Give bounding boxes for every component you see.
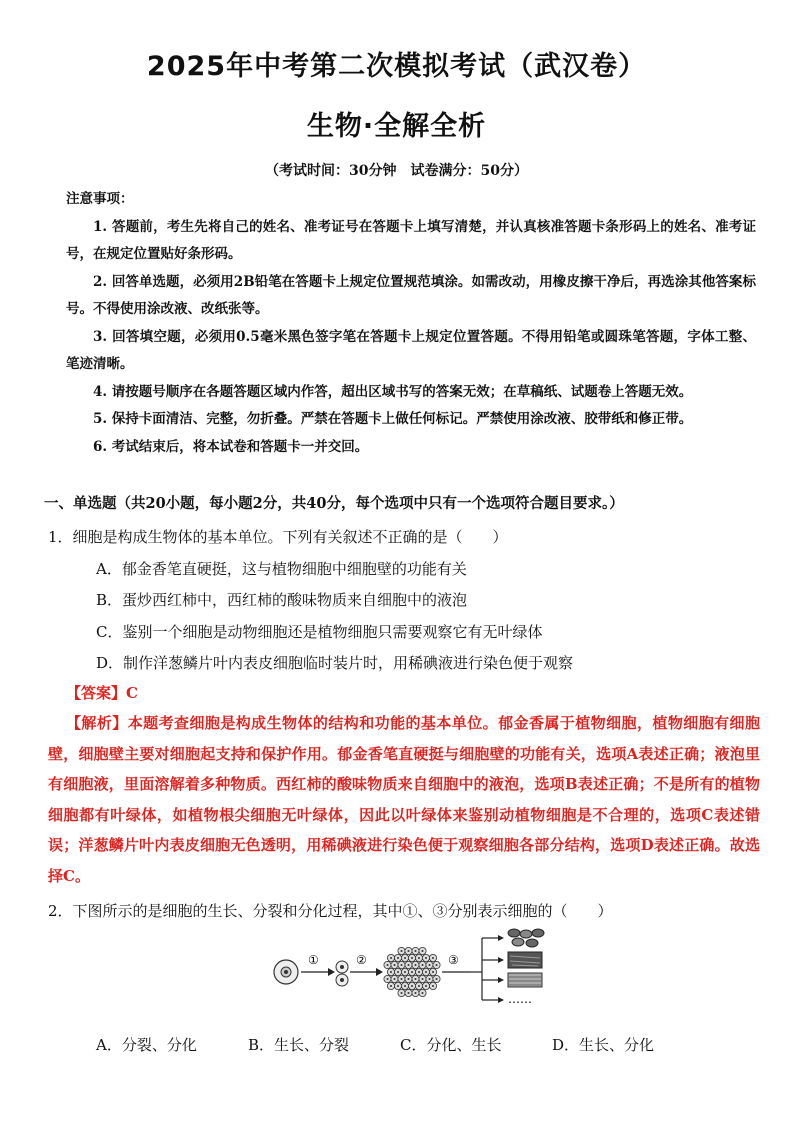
cluster-cell-nucleus bbox=[429, 978, 431, 980]
question-1-analysis bbox=[48, 708, 760, 891]
cluster-cell-nucleus bbox=[404, 985, 406, 987]
cell-division-figure bbox=[270, 928, 552, 1008]
note-item: 5. 保持卡面清洁、完整，勿折叠。严禁在答题卡上做任何标记。严禁使用涂改液、胶带纸和修正带。 bbox=[93, 411, 693, 427]
cluster-cell-nucleus bbox=[436, 978, 438, 980]
question-1-option-c: C．鉴别一个细胞是动物细胞还是植物细胞只需要观察它有无叶绿体 bbox=[96, 623, 543, 641]
cluster-cell-nucleus bbox=[408, 978, 410, 980]
cluster-cell-nucleus bbox=[432, 971, 434, 973]
cluster-cell-nucleus bbox=[425, 957, 427, 959]
question-2-option-b: B．生长、分裂 bbox=[248, 1036, 350, 1054]
question-2-stem: 2．下图所示的是细胞的生长、分裂和分化过程，其中①、③分别表示细胞的（ ） bbox=[48, 902, 613, 920]
cluster-cell-nucleus bbox=[432, 957, 434, 959]
cluster-cell-nucleus bbox=[422, 978, 424, 980]
cluster-cell-nucleus bbox=[425, 971, 427, 973]
cluster-cell-nucleus bbox=[401, 964, 403, 966]
tissue-round-cells-icon bbox=[508, 929, 544, 947]
question-2-options bbox=[96, 1034, 704, 1055]
cluster-cell-nucleus bbox=[390, 971, 392, 973]
cluster-cell-nucleus bbox=[408, 964, 410, 966]
cluster-cell-nucleus bbox=[436, 964, 438, 966]
question-2-option-c: C．分化、生长 bbox=[400, 1036, 502, 1054]
question-2-option-d: D．生长、分化 bbox=[552, 1036, 655, 1054]
cluster-cell-nucleus bbox=[432, 985, 434, 987]
question-1-stem: 1．细胞是构成生物体的基本单位。下列有关叙述不正确的是（ ） bbox=[48, 528, 508, 546]
label-3: ③ bbox=[448, 953, 459, 967]
notes-heading: 注意事项： bbox=[66, 191, 134, 207]
cluster-cell-nucleus bbox=[411, 985, 413, 987]
cluster-cell-nucleus bbox=[422, 992, 424, 994]
cluster-cell-nucleus bbox=[408, 992, 410, 994]
cell-cluster-icon bbox=[384, 947, 440, 996]
cluster-cell-nucleus bbox=[394, 964, 396, 966]
cluster-cell-nucleus bbox=[418, 971, 420, 973]
single-cell-icon bbox=[274, 960, 298, 984]
arrow-2-head bbox=[376, 968, 383, 976]
cluster-cell-nucleus bbox=[418, 985, 420, 987]
figure-ellipsis: …… bbox=[508, 992, 532, 1006]
cluster-cell-nucleus bbox=[415, 978, 417, 980]
cluster-cell-nucleus bbox=[429, 964, 431, 966]
cluster-cell-nucleus bbox=[411, 957, 413, 959]
arrow-1-head bbox=[328, 968, 335, 976]
cluster-cell-nucleus bbox=[422, 950, 424, 952]
cluster-cell-nucleus bbox=[404, 957, 406, 959]
page-title: 2025年中考第二次模拟考试（武汉卷） bbox=[146, 51, 647, 82]
cluster-cell-nucleus bbox=[418, 957, 420, 959]
two-cells-icon bbox=[336, 961, 348, 986]
cluster-cell-nucleus bbox=[415, 950, 417, 952]
cluster-cell-nucleus bbox=[422, 964, 424, 966]
analysis-label: 【解析】 bbox=[66, 714, 128, 732]
cluster-cell-nucleus bbox=[390, 957, 392, 959]
cluster-cell-nucleus bbox=[401, 992, 403, 994]
note-item: 2. 回答单选题，必须用2B铅笔在答题卡上规定位置规范填涂。如需改动，用橡皮擦干净后，再选涂其他答案标号。不得使用涂改液、改纸张等。 bbox=[66, 273, 756, 317]
cluster-cell-nucleus bbox=[408, 950, 410, 952]
section-title: 一、单选题（共20小题，每小题2分，共40分，每个选项中只有一个选项符合题目要求。） bbox=[44, 495, 624, 512]
cluster-cell-nucleus bbox=[394, 978, 396, 980]
note-item: 6. 考试结束后，将本试卷和答题卡一并交回。 bbox=[93, 438, 369, 455]
question-1-option-d: D．制作洋葱鳞片叶内表皮细胞临时装片时，用稀碘液进行染色便于观察 bbox=[96, 654, 574, 672]
question-2-option-a: A．分裂、分化 bbox=[96, 1036, 197, 1054]
cluster-cell-nucleus bbox=[404, 971, 406, 973]
cluster-cell-nucleus bbox=[390, 985, 392, 987]
cluster-cell-nucleus bbox=[425, 985, 427, 987]
question-1-answer: 【答案】C bbox=[66, 684, 138, 702]
label-2: ② bbox=[356, 953, 367, 967]
cluster-cell-nucleus bbox=[415, 964, 417, 966]
page-subtitle: 生物·全解全析 bbox=[306, 111, 487, 142]
note-item: 1. 答题前，考生先将自己的姓名、准考证号在答题卡上填写清楚，并认真核准答题卡条形码上的姓名、准考证号，在规定位置贴好条形码。 bbox=[66, 218, 756, 262]
cluster-cell-nucleus bbox=[401, 950, 403, 952]
question-1-option-a: A．郁金香笔直硬挺，这与植物细胞中细胞壁的功能有关 bbox=[96, 560, 467, 578]
cluster-cell-nucleus bbox=[411, 971, 413, 973]
cluster-cell-nucleus bbox=[397, 985, 399, 987]
question-1-option-b: B．蛋炒西红柿中，西红柿的酸味物质来自细胞中的液泡 bbox=[96, 591, 468, 609]
cluster-cell-nucleus bbox=[387, 978, 389, 980]
cluster-cell-nucleus bbox=[401, 978, 403, 980]
cluster-cell-nucleus bbox=[415, 992, 417, 994]
label-1: ① bbox=[308, 953, 319, 967]
note-item: 4. 请按题号顺序在各题答题区域内作答，超出区域书写的答案无效；在草稿纸、试题卷上答题无效。 bbox=[93, 383, 693, 400]
cluster-cell-nucleus bbox=[397, 957, 399, 959]
cluster-cell-nucleus bbox=[397, 971, 399, 973]
exam-info: （考试时间：30分钟 试卷满分：50分） bbox=[265, 163, 528, 179]
note-item: 3. 回答填空题，必须用0.5毫米黑色签字笔在答题卡上规定位置答题。不得用铅笔或圆珠笔答题，字体工整、笔迹清晰。 bbox=[66, 328, 756, 372]
analysis-text: 本题考查细胞是构成生物体的结构和功能的基本单位。郁金香属于植物细胞，植物细胞有细胞壁，细胞壁主要对细胞起支持和保护作用。郁金香笔直硬挺与细胞壁的功能有关，选项A表述正确；液泡里有细胞液，里面溶解着多种物质。西红柿的酸味物质来自细胞中的液泡，选项B表述正确；不是所有的植物细胞都有叶绿体，如植物根尖细胞无叶绿体，因此以叶绿体来鉴别动植物细胞是不合理的，选项C表述错误；洋葱鳞片叶内表皮细胞无色透明，用稀碘液进行染色便于观察细胞各部分结构，选项D表述正确。故选择C。 bbox=[48, 714, 760, 885]
notes-block bbox=[66, 186, 756, 461]
cluster-cell-nucleus bbox=[387, 964, 389, 966]
